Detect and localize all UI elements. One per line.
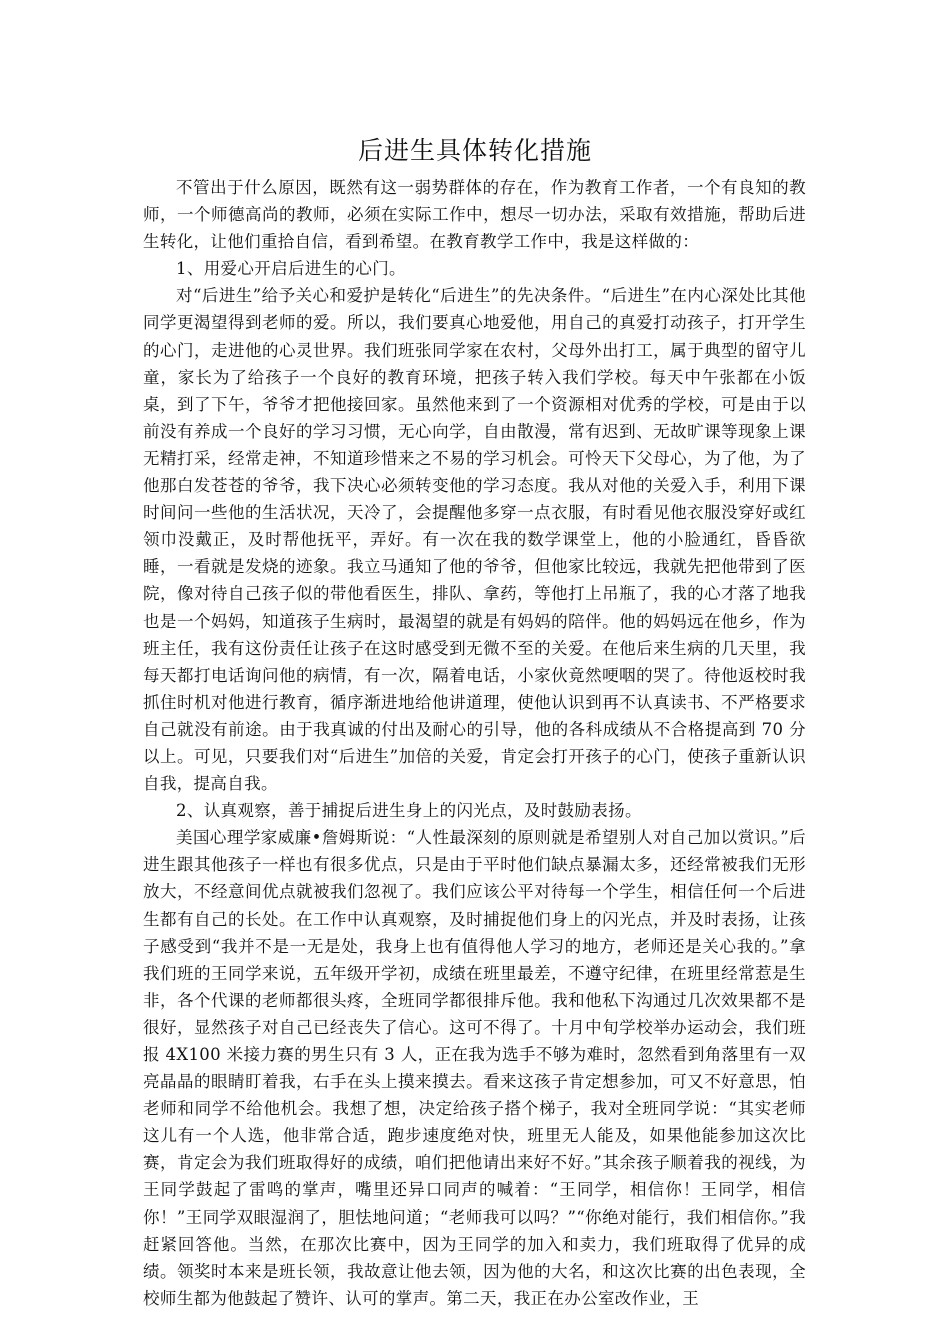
paragraph-intro: 不管出于什么原因，既然有这一弱势群体的存在，作为教育工作者，一个有良知的教师，一个师德高尚的教师，必须在实际工作中，想尽一切办法，采取有效措施，帮助后进生转化，让他们重拾自信，看到希望。在教育教学工作中，我是这样做的：	[143, 178, 806, 252]
section-heading-1: 1、用爱心开启后进生的心门。	[176, 259, 406, 279]
document-body	[143, 174, 806, 1312]
section-heading-2: 2、认真观察，善于捕捉后进生身上的闪光点，及时鼓励表扬。	[176, 801, 642, 821]
paragraph-section-1: 对“后进生”给予关心和爱护是转化“后进生”的先决条件。“后进生”在内心深处比其他同学更渴望得到老师的爱。所以，我们要真心地爱他，用自己的真爱打动孩子，打开学生的心门，走进他的心灵世界。我们班张同学家在农村，父母外出打工，属于典型的留守儿童，家长为了给孩子一个良好的教育环境，把孩子转入我们学校。每天中午张都在小饭桌，到了下午，爷爷才把他接回家。虽然他来到了一个资源相对优秀的学校，可是由于以前没有养成一个良好的学习习惯，无心向学，自由散漫，常有迟到、无故旷课等现象上课无精打采，经常走神，不知道珍惜来之不易的学习机会。可怜天下父母心，为了他，为了他那白发苍苍的爷爷，我下决心必须转变他的学习态度。我从对他的关爱入手，利用下课时间问一些他的生活状况，天冷了，会提醒他多穿一点衣服，有时看见他衣服没穿好或红领巾没戴正，及时帮他抚平，弄好。有一次在我的数学课堂上，他的小脸通红，昏昏欲睡，一看就是发烧的迹象。我立马通知了他的爷爷，但他家比较远，我就先把他带到了医院，像对待自己孩子似的带他看医生，排队、拿药，等他打上吊瓶了，我的心才落了地我也是一个妈妈，知道孩子生病时，最渴望的就是有妈妈的陪伴。他的妈妈远在他乡，作为班主任，我有这份责任让孩子在这时感受到无微不至的关爱。在他后来生病的几天里，我每天都打电话询问他的病情，有一次，隔着电话，小家伙竟然哽咽的哭了。待他返校时我抓住时机对他进行教育，循序渐进地给他讲道理，使他认识到再不认真读书、不严格要求自己就没有前途。由于我真诚的付出及耐心的引导，他的各科成绩从不合格提高到 70 分以上。可见，只要我们对“后进生”加倍的关爱，肯定会打开孩子的心门，使孩子重新认识自我，提高自我。	[143, 286, 806, 794]
document-title: 后进生具体转化措施	[357, 136, 592, 165]
paragraph-section-2: 美国心理学家威廉•詹姆斯说：“人性最深刻的原则就是希望别人对自己加以赏识。”后进生跟其他孩子一样也有很多优点，只是由于平时他们缺点暴漏太多，还经常被我们无形放大，不经意间优点就被我们忽视了。我们应该公平对待每一个学生，相信任何一个后进生都有自己的长处。在工作中认真观察，及时捕捉他们身上的闪光点，并及时表扬，让孩子感受到“我并不是一无是处，我身上也有值得他人学习的地方，老师还是关心我的。”拿我们班的王同学来说，五年级开学初，成绩在班里最差，不遵守纪律，在班里经常惹是生非，各个代课的老师都很头疼，全班同学都很排斥他。我和他私下沟通过几次效果都不是很好，显然孩子对自己已经丧失了信心。这可不得了。十月中旬学校举办运动会，我们班报 4X100 米接力赛的男生只有 3 人，正在我为选手不够为难时，忽然看到角落里有一双亮晶晶的眼睛盯着我，右手在头上摸来摸去。看来这孩子肯定想参加，可又不好意思，怕老师和同学不给他机会。我想了想，决定给孩子搭个梯子，我对全班同学说：“其实老师这儿有一个人选，他非常合适，跑步速度绝对快，班里无人能及，如果他能参加这次比赛，肯定会为我们班取得好的成绩，咱们把他请出来好不好。”其余孩子顺着我的视线，为王同学鼓起了雷鸣的掌声，嘴里还异口同声的喊着：“王同学，相信你！王同学，相信你！”王同学双眼湿润了，胆怯地问道；“老师我可以吗？”“你绝对能行，我们相信你。”我赶紧回答他。当然，在那次比赛中，因为王同学的加入和卖力，我们班取得了优异的成绩。领奖时本来是班长领，我故意让他去领，因为他的大名，和这次比赛的出色表现，全校师生都为他鼓起了赞许、认可的掌声。第二天，我正在办公室改作业，王	[143, 828, 806, 1308]
